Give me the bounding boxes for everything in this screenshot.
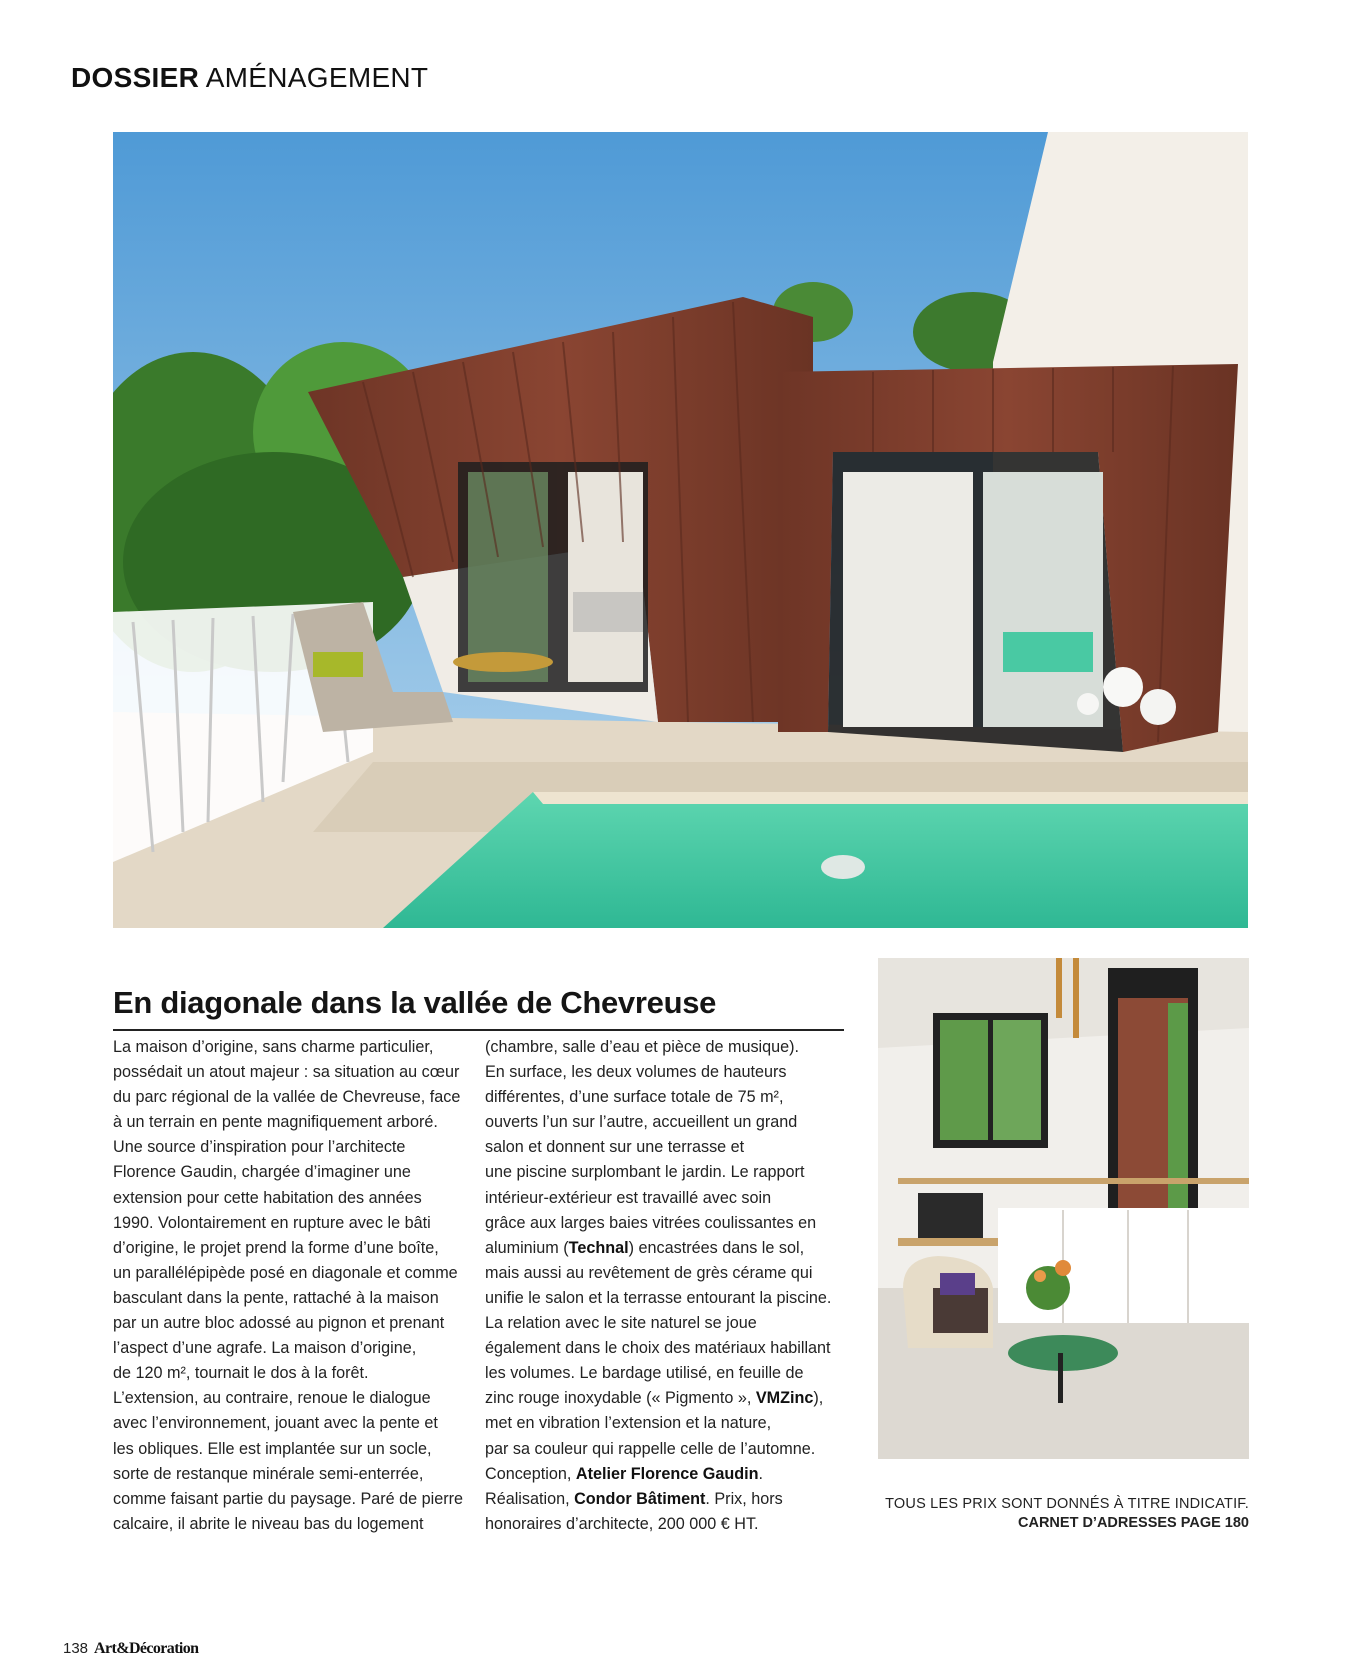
body-text-line: les obliques. Elle est implantée sur un socle, — [113, 1439, 432, 1458]
body-text-line — [485, 1462, 847, 1487]
body-text-line: salon et donnent sur une terrasse et — [485, 1138, 745, 1157]
body-text-line: Florence Gaudin, chargée d’imaginer une — [113, 1163, 411, 1182]
body-text-line: comme faisant partie du paysage. Paré de pierre — [113, 1489, 464, 1508]
body-text-line: L’extension, au contraire, renoue le dialogue — [113, 1389, 431, 1408]
article-title: En diagonale dans la vallée de Chevreuse — [113, 985, 717, 1020]
body-text-line: Une source d’inspiration pour l’architecte — [113, 1138, 406, 1157]
body-text-fragment: aluminium ( — [485, 1238, 569, 1257]
body-text-line — [485, 1236, 847, 1261]
body-text-line: d’origine, le projet prend la forme d’une boîte, — [113, 1238, 439, 1257]
body-text-line: différentes, d’une surface totale de 75 m², — [485, 1088, 784, 1107]
body-text-fragment: Réalisation, — [485, 1489, 575, 1508]
body-text-line: l’aspect d’une agrafe. La maison d’origine, — [113, 1339, 417, 1358]
brand-name: Technal — [568, 1238, 629, 1257]
brand-name: VMZinc — [755, 1389, 814, 1408]
body-text-line: met en vibration l’extension et la nature, — [485, 1414, 772, 1433]
body-text-line: intérieur-extérieur est travaillé avec soin — [485, 1188, 772, 1207]
price-disclaimer: TOUS LES PRIX SONT DONNÉS À TITRE INDICATIF. — [885, 1496, 1249, 1512]
body-text-line — [485, 1487, 847, 1512]
body-text-line: extension pour cette habitation des années — [113, 1188, 422, 1207]
section-topic: AMÉNAGEMENT — [205, 62, 429, 93]
body-text-line: grâce aux larges baies vitrées coulissantes en — [485, 1213, 817, 1232]
address-book-reference: CARNET D’ADRESSES PAGE 180 — [1018, 1515, 1249, 1531]
magazine-logo: Art&Décoration — [94, 1640, 199, 1657]
page-footer — [63, 1640, 198, 1658]
body-text-fragment: zinc rouge inoxydable (« Pigmento », — [485, 1389, 756, 1408]
section-header — [71, 62, 428, 94]
body-text-line: La maison d’origine, sans charme particulier, — [113, 1038, 434, 1056]
title-rule — [113, 1029, 844, 1031]
body-text-line: sorte de restanque minérale semi-enterrée, — [113, 1464, 424, 1483]
body-text-line: La relation avec le site naturel se joue — [485, 1314, 757, 1333]
price-note — [870, 1495, 1249, 1533]
body-text-line: unifie le salon et la terrasse entourant la piscine. — [485, 1288, 832, 1307]
body-text-line: 1990. Volontairement en rupture avec le bâti — [113, 1213, 431, 1232]
body-text-line: (chambre, salle d’eau et pièce de musique). — [485, 1038, 800, 1056]
hero-photo — [113, 132, 1248, 928]
body-text-line: mais aussi au revêtement de grès cérame qui — [485, 1263, 813, 1282]
body-text-fragment: Conception, — [485, 1464, 576, 1483]
brand-name: Condor Bâtiment — [574, 1489, 706, 1508]
body-text-line: à un terrain en pente magnifiquement arboré. — [113, 1113, 438, 1132]
body-text-line: une piscine surplombant le jardin. Le rapport — [485, 1163, 805, 1182]
interior-photo — [878, 958, 1249, 1459]
body-text-line: un parallélépipède posé en diagonale et comme — [113, 1263, 458, 1282]
body-text-line: ouverts l’un sur l’autre, accueillent un grand — [485, 1113, 798, 1132]
body-text-line: possédait un atout majeur : sa situation au cœur — [113, 1063, 460, 1082]
article-column-right — [485, 1035, 847, 1537]
body-text-fragment: ) encastrées dans le sol, — [628, 1238, 805, 1257]
brand-name: Atelier Florence Gaudin — [575, 1464, 759, 1483]
body-text-line: honoraires d’architecte, 200 000 € HT. — [485, 1514, 759, 1533]
interior-photo-illustration — [878, 958, 1249, 1459]
article-column-left — [113, 1035, 475, 1537]
hero-photo-illustration — [113, 132, 1248, 928]
body-text-line: basculant dans la pente, rattaché à la maison — [113, 1288, 439, 1307]
body-text-fragment: ), — [813, 1389, 824, 1408]
body-text-line: En surface, les deux volumes de hauteurs — [485, 1063, 787, 1082]
section-label: DOSSIER — [71, 62, 200, 93]
body-text-line: par un autre bloc adossé au pignon et prenant — [113, 1314, 445, 1333]
body-text-line: de 120 m², tournait le dos à la forêt. — [113, 1364, 369, 1383]
body-text-line: les volumes. Le bardage utilisé, en feuille de — [485, 1364, 804, 1383]
body-text-line: par sa couleur qui rappelle celle de l’automne. — [485, 1439, 816, 1458]
body-text-fragment: . — [758, 1464, 763, 1483]
body-text-fragment: . Prix, hors — [705, 1489, 783, 1508]
body-text-line: avec l’environnement, jouant avec la pente et — [113, 1414, 438, 1433]
page-number: 138 — [63, 1640, 89, 1657]
body-text-line: du parc régional de la vallée de Chevreuse, face — [113, 1088, 461, 1107]
body-text-line: également dans le choix des matériaux habillant — [485, 1339, 831, 1358]
body-text-line — [485, 1386, 847, 1411]
body-text-line: calcaire, il abrite le niveau bas du logement — [113, 1514, 424, 1533]
